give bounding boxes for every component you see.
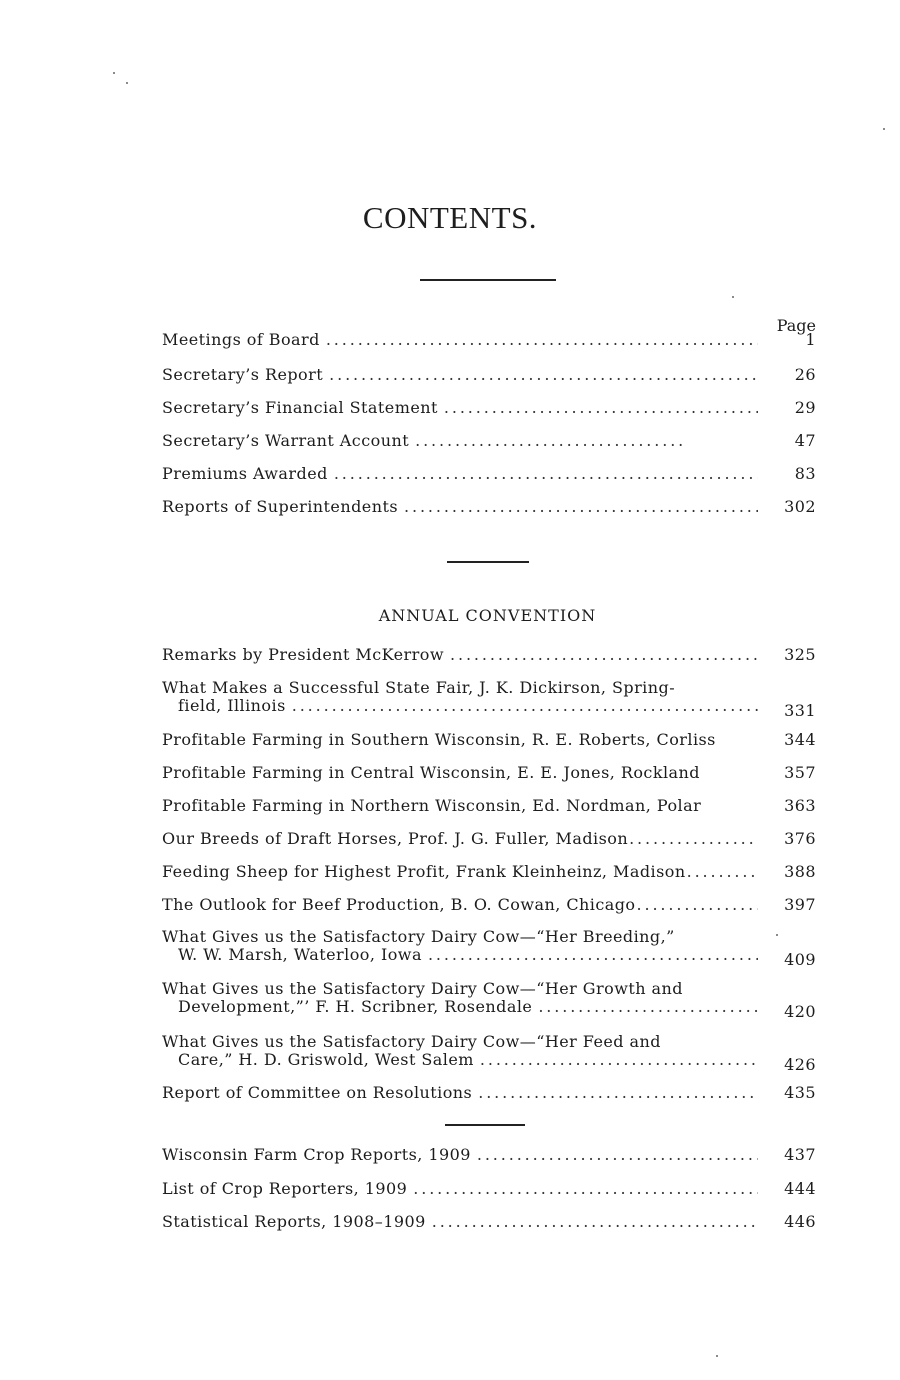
dot-leader [415, 432, 684, 450]
toc-entry[interactable] [162, 1084, 816, 1102]
dot-leader [428, 946, 758, 964]
toc-entry[interactable] [162, 1146, 816, 1164]
dot-leader [687, 863, 758, 881]
scan-speck [883, 128, 885, 130]
toc-entry-title: Remarks by President McKerrow [162, 645, 444, 664]
toc-entry[interactable] [162, 896, 816, 914]
scan-speck [716, 1355, 718, 1357]
toc-entry-page: 444 [784, 1179, 816, 1198]
toc-entry[interactable] [162, 399, 816, 417]
toc-entry[interactable] [162, 731, 816, 749]
toc-entry-page: 426 [784, 1055, 816, 1074]
scan-speck [113, 72, 115, 74]
scan-speck [126, 82, 128, 84]
dot-leader [432, 1213, 758, 1231]
toc-entry-page: 409 [784, 950, 816, 969]
toc-entry-title: Wisconsin Farm Crop Reports, 1909 [162, 1145, 471, 1164]
toc-entry-page: 363 [784, 796, 816, 815]
toc-entry-page: 325 [784, 645, 816, 664]
toc-entry-title: List of Crop Reporters, 1909 [162, 1179, 408, 1198]
toc-entry-page: 420 [784, 1002, 816, 1021]
toc-entry-page: 357 [784, 763, 816, 782]
toc-entry-page: 47 [794, 431, 816, 450]
toc-entry[interactable] [162, 678, 816, 720]
toc-entry-page: 388 [784, 862, 816, 881]
toc-entry-title: Secretary’s Warrant Account [162, 431, 410, 450]
scan-speck [776, 934, 778, 936]
toc-entry-page: 26 [794, 365, 816, 384]
toc-entry-title: Profitable Farming in Southern Wisconsin, R. E. Roberts, Corliss [162, 730, 716, 749]
dot-leader [637, 896, 758, 914]
section-divider [445, 1124, 525, 1126]
dot-leader [478, 1084, 758, 1102]
dot-leader [326, 331, 758, 349]
toc-entry[interactable] [162, 1032, 816, 1074]
section-divider [447, 561, 529, 563]
toc-entry[interactable] [162, 863, 816, 881]
toc-entry-title: Profitable Farming in Northern Wisconsin, Ed. Nordman, Polar [162, 796, 702, 815]
toc-entry-title: Reports of Superintendents [162, 497, 399, 516]
toc-entry[interactable] [162, 465, 816, 483]
toc-entry[interactable] [162, 979, 816, 1021]
toc-entry[interactable] [162, 830, 816, 848]
toc-entry-title: Premiums Awarded [162, 464, 328, 483]
toc-entry[interactable] [162, 432, 816, 450]
page-title: CONTENTS. [362, 200, 538, 235]
dot-leader [629, 830, 758, 848]
section-heading: ANNUAL CONVENTION [378, 606, 597, 625]
toc-entry-title: Report of Committee on Resolutions [162, 1083, 473, 1102]
page-column-label: Page [776, 316, 816, 335]
toc-entry-page: 437 [784, 1145, 816, 1164]
dot-leader [329, 366, 758, 384]
title-divider [420, 279, 556, 281]
toc-entry-page: 446 [784, 1212, 816, 1231]
toc-entry-title: Feeding Sheep for Highest Profit, Frank Kleinheinz, Madison [162, 862, 686, 881]
toc-entry-title-line: What Gives us the Satisfactory Dairy Cow—“Her Growth and [162, 979, 683, 998]
toc-entry[interactable] [162, 331, 816, 349]
dot-leader [404, 498, 758, 516]
toc-entry[interactable] [162, 498, 816, 516]
toc-entry[interactable] [162, 366, 816, 384]
dot-leader [480, 1051, 758, 1069]
toc-entry-title: Secretary’s Financial Statement [162, 398, 438, 417]
toc-entry[interactable] [162, 1180, 816, 1198]
toc-entry-title-line: What Makes a Successful State Fair, J. K. Dickirson, Spring- [162, 678, 676, 697]
toc-entry-title: field, Illinois [178, 696, 286, 715]
dot-leader [413, 1180, 758, 1198]
toc-entry-title: Profitable Farming in Central Wisconsin, E. E. Jones, Rockland [162, 763, 700, 782]
toc-entry-title-line: What Gives us the Satisfactory Dairy Cow—“Her Breeding,” [162, 927, 675, 946]
toc-entry-page: 331 [784, 701, 816, 720]
toc-entry-title: Meetings of Board [162, 330, 320, 349]
toc-entry-title: The Outlook for Beef Production, B. O. Cowan, Chicago [162, 895, 636, 914]
dot-leader [450, 646, 758, 664]
toc-entry-page: 344 [784, 730, 816, 749]
toc-entry-page: 83 [794, 464, 816, 483]
toc-entry-title: W. W. Marsh, Waterloo, Iowa [178, 945, 422, 964]
toc-entry-title: Care,” H. D. Griswold, West Salem [178, 1050, 474, 1069]
toc-entry-title: Statistical Reports, 1908–1909 [162, 1212, 426, 1231]
dot-leader [477, 1146, 758, 1164]
toc-entry-page: 1 [805, 330, 816, 349]
dot-leader [334, 465, 758, 483]
toc-entry[interactable] [162, 927, 816, 969]
toc-entry[interactable] [162, 1213, 816, 1231]
scan-speck [732, 296, 734, 298]
toc-entry-page: 397 [784, 895, 816, 914]
toc-entry-page: 376 [784, 829, 816, 848]
toc-entry-title-line: What Gives us the Satisfactory Dairy Cow—“Her Feed and [162, 1032, 661, 1051]
toc-entry-title: Our Breeds of Draft Horses, Prof. J. G. Fuller, Madison [162, 829, 629, 848]
toc-entry[interactable] [162, 797, 816, 815]
dot-leader [292, 697, 758, 715]
toc-entry-title: Secretary’s Report [162, 365, 324, 384]
dot-leader [538, 998, 758, 1016]
toc-entry-page: 435 [784, 1083, 816, 1102]
toc-entry[interactable] [162, 646, 816, 664]
toc-entry[interactable] [162, 764, 816, 782]
toc-entry-title: Development,”’ F. H. Scribner, Rosendale [178, 997, 533, 1016]
toc-entry-page: 302 [784, 497, 816, 516]
toc-entry-page: 29 [794, 398, 816, 417]
dot-leader [444, 399, 758, 417]
